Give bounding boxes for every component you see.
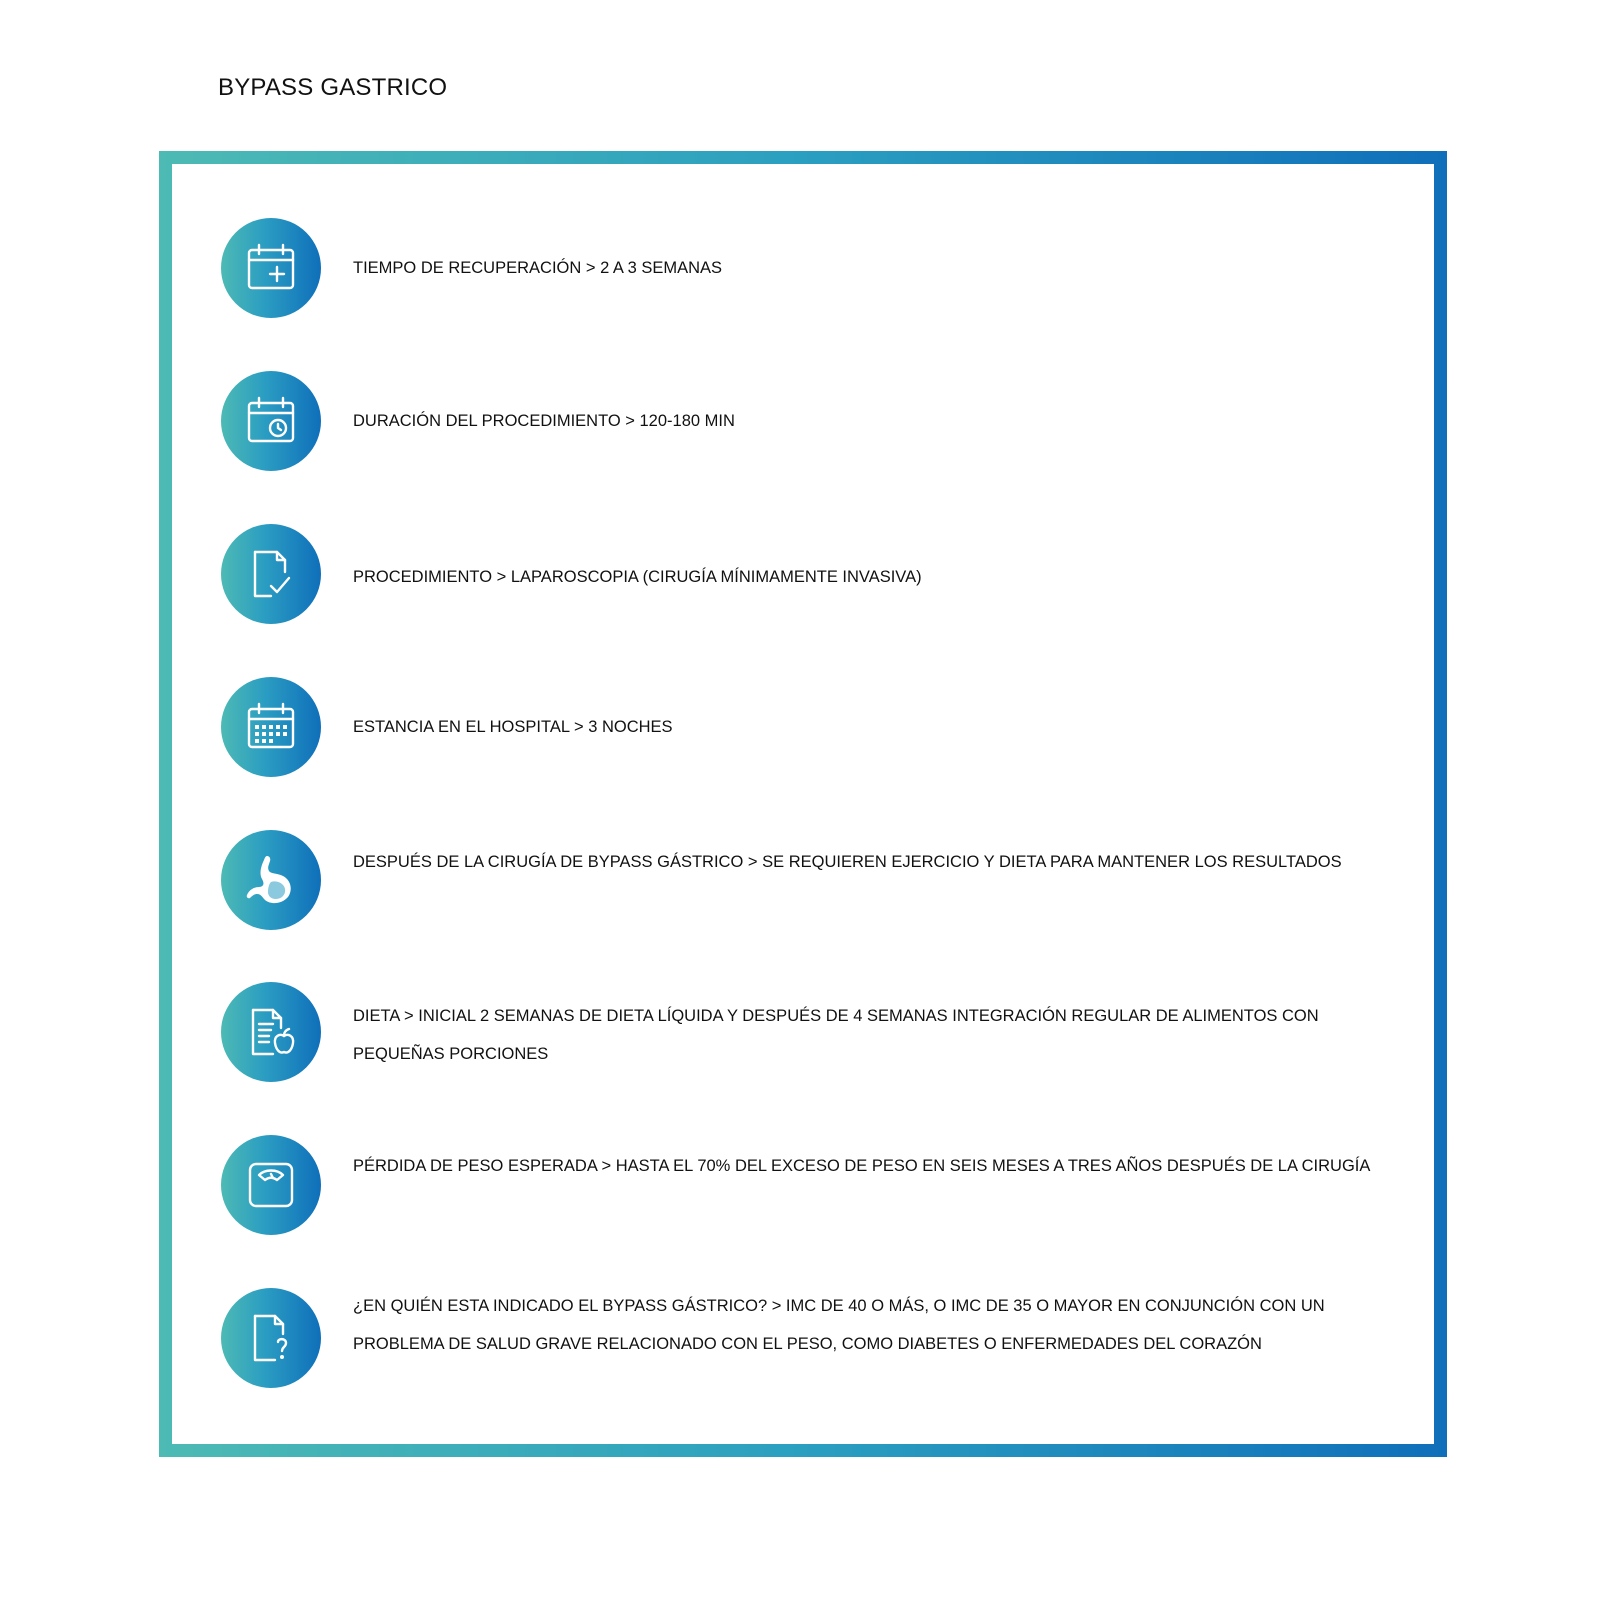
diet-list-apple-icon: [243, 1004, 299, 1060]
list-item: [172, 677, 1434, 777]
list-item: [172, 1288, 1434, 1388]
item-text: DURACIÓN DEL PROCEDIMIENTO > 120-180 MIN: [353, 412, 735, 430]
list-item: [172, 830, 1434, 930]
item-text: TIEMPO DE RECUPERACIÓN > 2 A 3 SEMANAS: [353, 259, 723, 277]
info-frame: [159, 151, 1447, 1457]
item-text: PROCEDIMIENTO > LAPAROSCOPIA (CIRUGÍA MÍNIMAMENTE INVASIVA): [353, 568, 922, 586]
item-text: ESTANCIA EN EL HOSPITAL > 3 NOCHES: [353, 718, 673, 736]
item-text: DESPUÉS DE LA CIRUGÍA DE BYPASS GÁSTRICO > SE REQUIEREN EJERCICIO Y DIETA PARA MANTENER LOS RESULTADOS: [353, 853, 1342, 871]
item-text: DIETA > INICIAL 2 SEMANAS DE DIETA LÍQUIDA Y DESPUÉS DE 4 SEMANAS INTEGRACIÓN REGULAR DE ALIMENTOS CON: [353, 1007, 1319, 1025]
list-item: [172, 371, 1434, 471]
weight-scale-icon: [243, 1157, 299, 1213]
list-item: [172, 982, 1434, 1082]
calendar-clock-icon: [243, 393, 299, 449]
list-item: [172, 524, 1434, 624]
item-text-continued: PEQUEÑAS PORCIONES: [353, 1045, 549, 1063]
document-check-icon: [243, 546, 299, 602]
calendar-grid-icon: [243, 699, 299, 755]
calendar-plus-icon: [243, 240, 299, 296]
list-item: [172, 1135, 1434, 1235]
stomach-icon: [243, 852, 299, 908]
item-text: PÉRDIDA DE PESO ESPERADA > HASTA EL 70% DEL EXCESO DE PESO EN SEIS MESES A TRES AÑOS DESPUÉS DE LA CIRUGÍA: [353, 1157, 1371, 1175]
item-text: ¿EN QUIÉN ESTA INDICADO EL BYPASS GÁSTRICO? > IMC DE 40 O MÁS, O IMC DE 35 O MAYOR EN CONJUNCIÓN CON UN: [353, 1297, 1325, 1315]
page-title: BYPASS GASTRICO: [218, 74, 448, 101]
list-item: [172, 218, 1434, 318]
document-question-icon: [243, 1310, 299, 1366]
item-text-continued: PROBLEMA DE SALUD GRAVE RELACIONADO CON EL PESO, COMO DIABETES O ENFERMEDADES DEL CORAZÓN: [353, 1335, 1262, 1353]
info-panel: [172, 164, 1434, 1444]
